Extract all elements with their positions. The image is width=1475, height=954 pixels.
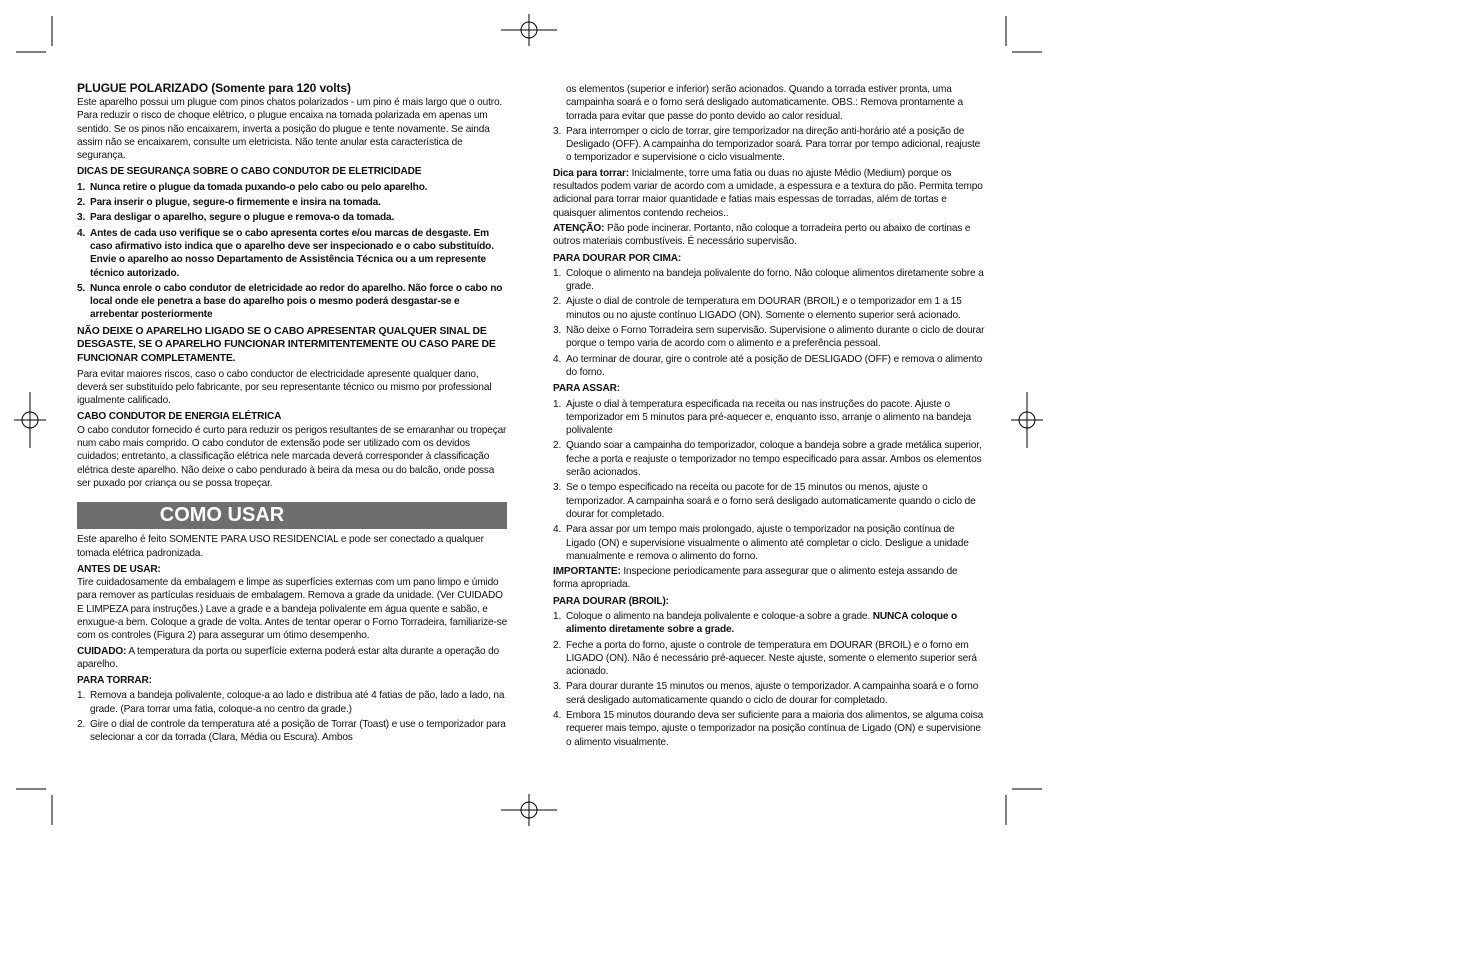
list-item: 1. Ajuste o dial à temperatura especificada na receita ou nas instruções do pacote. Ajuste o temporizador em 5 minutos para pré-aquecer e, enquanto isso, arranje o alimento na bandeja polivalente [553, 398, 972, 437]
registration-mark-bottom [501, 794, 557, 826]
atencao-label: ATENÇÃO: [553, 222, 605, 234]
atencao-paragraph: ATENÇÃO: Pão pode incinerar. Portanto, não coloque a torradeira perto ou abaixo de cortinas e outros materiais combustíveis. É necessário supervisão. [553, 222, 971, 248]
broil-title: PARA DOURAR (BROIL): [553, 595, 669, 607]
torrar-list-continued [553, 125, 985, 165]
cima-list [553, 267, 985, 379]
plugue-title: PLUGUE POLARIZADO (Somente para 120 volts) [77, 81, 351, 95]
warning-text: Para evitar maiores riscos, caso o cabo conductor de electricidade apresente qualquer dano, deverá ser substituído pelo fabricante, por seu representante técnico ou mismo por professional igualmente calificado. [77, 368, 492, 407]
list-item: 3. Se o tempo especificado na receita ou pacote for de 15 minutos ou menos, ajuste o temporizador. A campainha soará e o forno será desligado automaticamente quando o ciclo de dourar for completado. [553, 482, 976, 520]
registration-mark-right [1011, 392, 1043, 448]
list-item: 4. Antes de cada uso verifique se o cabo apresenta cortes e/ou marcas de desgaste. Em caso afirmativo isto indica que o aparelho deve ser inspecionado e o cabo substituído. Envie o aparelho ao nosso Departamento de Assistência Técnica ou a um represente técnico autorizado. [77, 227, 494, 279]
como-usar-text: Este aparelho é feito SOMENTE PARA USO RESIDENCIAL e pode ser conectado a qualquer tomada elétrica padronizada. [77, 534, 484, 559]
section-title: COMO USAR [159, 504, 285, 527]
list-item: 3. Para desligar o aparelho, segure o plugue e remova-o da tomada. [77, 212, 395, 224]
list-item: 1. Remova a bandeja polivalente, coloque-a ao lado e distribua até 4 fatias de pão, lado a lado, na grade. (Para torrar uma fatia, coloque-a no centro da grade.) [77, 690, 505, 715]
cima-title: PARA DOURAR POR CIMA: [553, 252, 682, 264]
list-item: 4. Para assar por um tempo mais prolongado, ajuste o temporizador na posição contínua de Ligado (ON) e supervisione visualmente o alimento até completar o ciclo. Desligue a unidade manualmente e remova o alimento do forno. [553, 524, 969, 562]
torrar-continued: os elementos (superior e inferior) serão acionados. Quando a torrada estiver pronta, uma campainha soará e o forno será desligado automaticamente. OBS.: Remova prontamente a torrada para evitar que passe do ponto devido ao calor residual. [566, 84, 963, 122]
section-header-como-usar [77, 502, 507, 529]
cuidado-paragraph: CUIDADO: A temperatura da porta ou superfície externa poderá estar alta durante a operação do aparelho. [77, 645, 500, 670]
cabo-text: O cabo condutor fornecido é curto para reduzir os perigos resultantes de se emaranhar ou tropeçar num cabo mais comprido. O cabo condutor de extensão pode ser utilizado com os devidos cuidados; entretanto, a classificação elétrica nele marcada deverá corresponder à classificação elétrica deste aparelho. Não deixe o cabo pendurado à beira da mesa ou do balcão, onde possa ser puxado por criança ou se possa tropeçar. [77, 424, 507, 489]
assar-list [553, 398, 985, 564]
assar-title: PARA ASSAR: [553, 383, 620, 395]
dica-label: Dica para torrar: [553, 167, 629, 179]
dicas-list [77, 181, 509, 322]
list-item: 5. Nunca enrole o cabo condutor de eletricidade ao redor do aparelho. Não force o cabo no local onde ele penetra a base do aparelho pois o mesmo poderá desgastar-se e arrebentar posteriormente [77, 282, 503, 321]
antes-text: Tire cuidadosamente da embalagem e limpe as superfícies externas com um pano limpo e úmido para remover as partículas residuais de embalagem. Remova a grade da unidade. (Ver CUIDADO E LIMPEZA para instruções.) Lave a grade e a bandeja polivalente em água quente e sabão, e enxugue-a bem. Coloque a grade de volta. Antes de tentar operar o Forno Torradeira, familiarize-se com os controles (Figura 2) para assegurar um ótimo desempenho. [77, 577, 508, 642]
plugue-text: Este aparelho possui um plugue com pinos chatos polarizados - um pino é mais largo que o outro. Para reduzir o risco de choque elétrico, o plugue encaixa na tomada polarizada em apenas um sentido. Se os pinos não encaixarem, inverta a posição do plugue e tente novamente. Se ainda assim não se encaixarem, consulte um eletricista. Não tente anular esta característica de segurança. [77, 97, 503, 162]
importante-paragraph: IMPORTANTE: Inspecione periodicamente para assegurar que o alimento esteja assando de forma apropriada. [553, 566, 958, 591]
warning-bold: NÃO DEIXE O APARELHO LIGADO SE O CABO APRESENTAR QUALQUER SINAL DE DESGASTE, SE O APARELHO FUNCIONAR INTERMITENTEMENTE OU CASO PARE DE FUNCIONAR COMPLETAMENTE. [77, 325, 496, 364]
torrar-list [77, 689, 509, 744]
right-column [553, 83, 985, 749]
list-item: 4. Ao terminar de dourar, gire o controle até a posição de DESLIGADO (OFF) e remova o alimento do forno. [553, 353, 983, 378]
registration-mark-left [14, 392, 46, 448]
broil-list [553, 610, 985, 749]
list-item: 2. Feche a porta do forno, ajuste o controle de temperatura em DOURAR (BROIL) e o forno em LIGADO (ON). Não é necessário pré-aquecer. Neste ajuste, somente o elemento superior será acionado. [553, 639, 977, 678]
torrar-title: PARA TORRAR: [77, 675, 152, 687]
list-item: 2. Gire o dial de controle da temperatura até a posição de Torrar (Toast) e use o temporizador para selecionar a cor da torrada (Clara, Média ou Escura). Ambos [77, 719, 506, 744]
list-item: 3. Para dourar durante 15 minutos ou menos, ajuste o temporizador. A campainha soará e o forno será desligado automaticamente quando o ciclo de dourar for completado. [553, 681, 979, 706]
dica-paragraph: Dica para torrar: Inicialmente, torre uma fatia ou duas no ajuste Médio (Medium) porque os resultados podem variar de acordo com a umidade, a espessura e a textura do pão. Permita tempo adicional para torrar maior quantidade e fatias mais espessas de torradas, além de tortas e quaisquer alimentos contendo recheios.. [553, 167, 983, 219]
list-item: 4. Embora 15 minutos dourando deva ser suficiente para a maioria dos alimentos, se alguma coisa requerer mais tempo, ajuste o temporizador na posição contínua de Ligado (ON) e supervisione o alimento visualmente. [553, 710, 984, 748]
list-item: 3. Para interromper o ciclo de torrar, gire temporizador na direção anti-horário até a posição de Desligado (OFF). A campainha do temporizador soará. Para torrar por tempo adicional, reajuste o temporizador e supervisione o ciclo visualmente. [553, 125, 981, 164]
cuidado-label: CUIDADO: [77, 645, 127, 657]
dicas-title: DICAS DE SEGURANÇA SOBRE O CABO CONDUTOR DE ELETRICIDADE [77, 166, 422, 178]
list-item: 3. Não deixe o Forno Torradeira sem supervisão. Supervisione o alimento durante o ciclo de dourar porque o tempo varia de acordo com o alimento e a preferência pessoal. [553, 325, 985, 350]
list-item: 1. Nunca retire o plugue da tomada puxando-o pelo cabo ou pelo aparelho. [77, 181, 428, 193]
list-item: 2. Ajuste o dial de controle de temperatura em DOURAR (BROIL) e o temporizador em 1 a 15 minutos ou no ajuste contínuo LIGADO (ON). Somente o elemento superior será acionado. [553, 296, 962, 321]
cabo-title: CABO CONDUTOR DE ENERGIA ELÉTRICA [77, 411, 282, 423]
left-column [77, 81, 509, 745]
registration-mark-top [501, 14, 557, 46]
importante-label: IMPORTANTE: [553, 566, 621, 578]
list-item: 2. Quando soar a campainha do temporizador, coloque a bandeja sobre a grade metálica superior, feche a porta e reajuste o temporizador no tempo especificado para assar. Ambos os elementos serão acionados. [553, 440, 982, 479]
list-item: 1. Coloque o alimento na bandeja polivalente do forno. Não coloque alimentos diretamente sobre a grade. [553, 267, 984, 293]
list-item: 2. Para inserir o plugue, segure-o firmemente e insira na tomada. [77, 197, 381, 209]
list-item: 1. Coloque o alimento na bandeja polivalente e coloque-a sobre a grade. NUNCA coloque o alimento diretamente sobre a grade. [553, 610, 958, 636]
antes-title: ANTES DE USAR: [77, 563, 161, 575]
